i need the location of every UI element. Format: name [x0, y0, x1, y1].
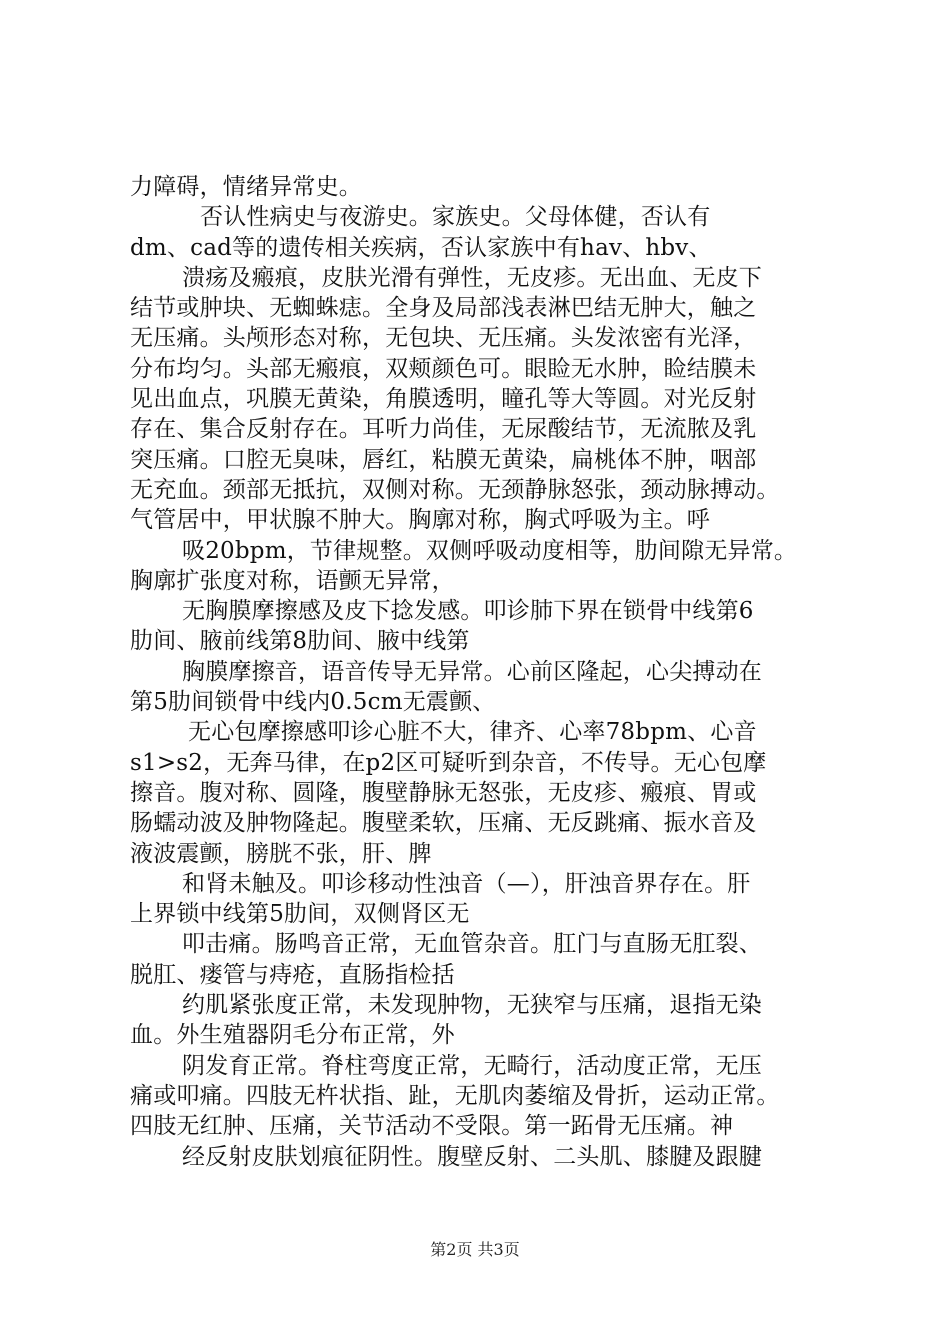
- text-line: 见出血点，巩膜无黄染，角膜透明，瞳孔等大等圆。对光反射: [130, 386, 757, 413]
- text-line: 和肾未触及。叩诊移动性浊音（—），肝浊音界存在。肝: [182, 870, 751, 897]
- text-line: dm、cad等的遗传相关疾病，否认家族中有hav、hbv、: [130, 234, 712, 261]
- text-line: 血。外生殖器阴毛分布正常，外: [130, 1022, 455, 1049]
- text-line: 胸廓扩张度对称，语颤无异常，: [130, 567, 455, 594]
- text-line: 存在、集合反射存在。耳听力尚佳，无尿酸结节，无流脓及乳: [130, 416, 757, 443]
- text-line: 突压痛。口腔无臭味，唇红，粘膜无黄染，扁桃体不肿，咽部: [130, 446, 757, 473]
- text-line: 分布均匀。头部无瘢痕，双颊颜色可。眼睑无水肿，睑结膜未: [130, 355, 757, 382]
- text-line: 脱肛、瘘管与痔疮，直肠指检括: [130, 961, 455, 988]
- text-line: 力障碍，情绪异常史。: [130, 174, 362, 200]
- body-text: [130, 172, 830, 1172]
- text-line: 无心包摩擦感叩诊心脏不大，律齐、心率78bpm、心音: [188, 719, 757, 746]
- text-line: 上界锁中线第5肋间，双侧肾区无: [130, 901, 470, 928]
- page-number: 第2页 共3页: [430, 1240, 520, 1259]
- text-line: 无胸膜摩擦感及皮下捻发感。叩诊肺下界在锁骨中线第6: [182, 598, 754, 625]
- text-line: 擦音。腹对称、圆隆，腹壁静脉无怒张，无皮疹、瘢痕、胃或: [130, 779, 757, 806]
- text-line: 第5肋间锁骨中线内0.5cm无震颤、: [130, 689, 496, 716]
- text-line: 无充血。颈部无抵抗，双侧对称。无颈静脉怒张，颈动脉搏动。: [130, 476, 780, 503]
- text-line: 气管居中，甲状腺不肿大。胸廓对称，胸式呼吸为主。呼: [130, 507, 710, 534]
- text-line: 经反射皮肤划痕征阴性。腹壁反射、二头肌、膝腱及跟腱: [182, 1143, 762, 1170]
- text-line: 无压痛。头颅形态对称，无包块、无压痛。头发浓密有光泽，: [130, 325, 757, 352]
- text-line: 液波震颤，膀胱不张，肝、脾: [130, 840, 432, 867]
- text-line: 溃疡及瘢痕，皮肤光滑有弹性，无皮疹。无出血、无皮下: [182, 264, 762, 291]
- text-line: 结节或肿块、无蜘蛛痣。全身及局部浅表淋巴结无肿大，触之: [130, 295, 757, 322]
- text-line: 四肢无红肿、压痛，关节活动不受限。第一跖骨无压痛。神: [130, 1113, 734, 1140]
- text-line: 肋间、腋前线第8肋间、腋中线第: [130, 628, 470, 655]
- text-line: 吸20bpm，节律规整。双侧呼吸动度相等，肋间隙无异常。: [182, 537, 798, 564]
- text-line: 胸膜摩擦音，语音传导无异常。心前区隆起，心尖搏动在: [182, 658, 762, 685]
- text-line: 痛或叩痛。四肢无杵状指、趾，无肌肉萎缩及骨折，运动正常。: [130, 1082, 780, 1109]
- page-footer: [0, 1240, 950, 1260]
- text-line: 约肌紧张度正常，未发现肿物，无狭窄与压痛，退指无染: [182, 992, 762, 1019]
- text-line: 叩击痛。肠鸣音正常，无血管杂音。肛门与直肠无肛裂、: [182, 931, 762, 958]
- text-line: 否认性病史与夜游史。家族史。父母体健，否认有: [200, 204, 711, 231]
- text-line: 肠蠕动波及肿物隆起。腹壁柔软，压痛、无反跳痛、振水音及: [130, 810, 757, 837]
- text-line: 阴发育正常。脊柱弯度正常，无畸行，活动度正常，无压: [182, 1052, 762, 1079]
- text-line: s1>s2，无奔马律，在p2区可疑听到杂音，不传导。无心包摩: [130, 749, 767, 776]
